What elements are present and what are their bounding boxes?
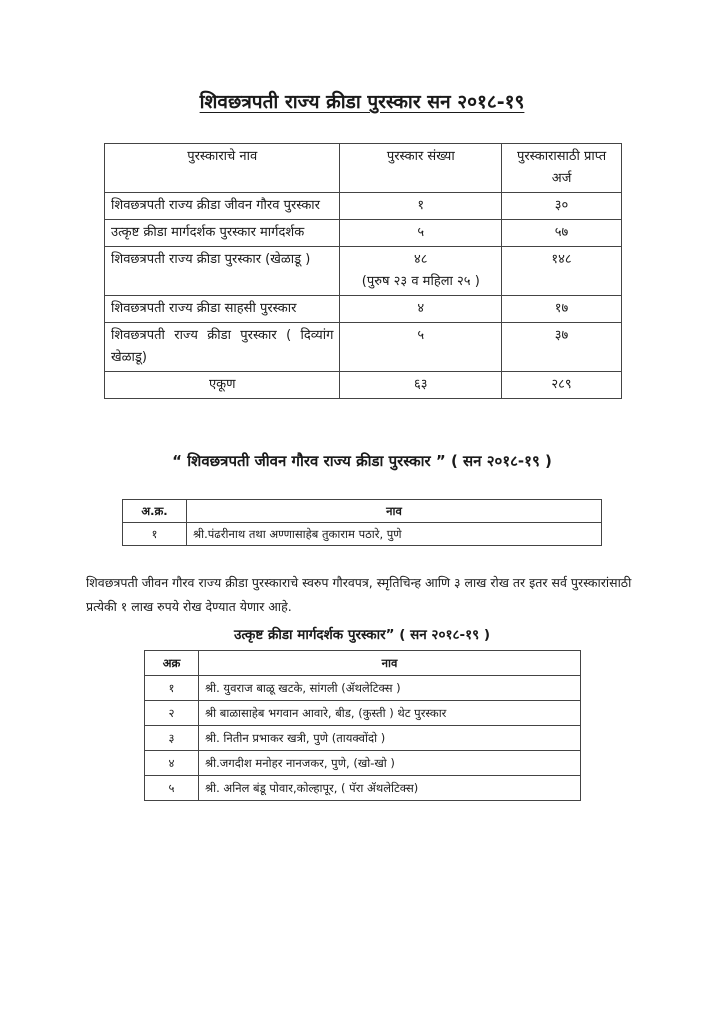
lifetime-award-heading: “ शिवछत्रपती जीवन गौरव राज्य क्रीडा पुरस्कार ” ( सन २०१८-१९ ) — [172, 452, 552, 470]
awardee-name: श्री.पंढरीनाथ तथा अण्णासाहेब तुकाराम पठारे, पुणे — [187, 523, 602, 546]
awardee-name: श्री. युवराज बाळू खटके, सांगली (ॲथलेटिक्स ) — [199, 676, 581, 701]
summary-table — [104, 143, 622, 399]
award-description-paragraph: शिवछत्रपती जीवन गौरव राज्य क्रीडा पुरस्काराचे स्वरुप गौरवपत्र, स्मृतिचिन्ह आणि ३ लाख रोख तर इतर सर्व पुरस्कारांसाठी प्रत्येकी १ लाख रुपये रोख देण्यात येणार आहे. — [86, 575, 632, 614]
header-name: नाव — [199, 651, 581, 676]
header-serial-no: अक्र — [145, 651, 199, 676]
awardee-name: श्री.जगदीश मनोहर नानजकर, पुणे, (खो-खो ) — [199, 751, 581, 776]
header-applications: पुरस्कारासाठी प्राप्त अर्ज — [502, 144, 622, 193]
award-count-note: (पुरुष २३ व महिला २५ ) — [361, 274, 480, 289]
serial-no: ४ — [145, 751, 199, 776]
table-row — [145, 726, 581, 751]
table-row — [105, 220, 622, 247]
awardee-name: श्री बाळासाहेब भगवान आवारे, बीड, (कुस्ती ) थेट पुरस्कार — [199, 701, 581, 726]
lifetime-table-header — [123, 500, 602, 523]
award-name: शिवछत्रपती राज्य क्रीडा जीवन गौरव पुरस्कार — [105, 193, 340, 220]
header-award-count: पुरस्कार संख्या — [340, 144, 502, 193]
table-row — [145, 676, 581, 701]
serial-no: १ — [123, 523, 187, 546]
total-count: ६३ — [340, 372, 502, 399]
award-count: ५ — [340, 323, 502, 372]
award-count: १ — [340, 193, 502, 220]
coach-award-heading: उत्कृष्ट क्रीडा मार्गदर्शक पुरस्कार” ( सन २०१८-१९ ) — [233, 627, 491, 643]
total-label: एकूण — [105, 372, 340, 399]
award-count-cell — [340, 247, 502, 296]
applications-count: ३७ — [502, 323, 622, 372]
total-applications: २८९ — [502, 372, 622, 399]
table-row — [105, 296, 622, 323]
applications-count: १४८ — [502, 247, 622, 296]
header-serial-no: अ.क्र. — [123, 500, 187, 523]
table-row — [145, 751, 581, 776]
header-award-name: पुरस्काराचे नाव — [105, 144, 340, 193]
table-row — [145, 701, 581, 726]
serial-no: ३ — [145, 726, 199, 751]
award-count: ४ — [340, 296, 502, 323]
awardee-name: श्री. नितीन प्रभाकर खत्री, पुणे (तायक्वोंदो ) — [199, 726, 581, 751]
award-count: ५ — [340, 220, 502, 247]
applications-count: ५७ — [502, 220, 622, 247]
table-row — [105, 247, 622, 296]
table-row — [145, 776, 581, 801]
award-name: उत्कृष्ट क्रीडा मार्गदर्शक पुरस्कार मार्गदर्शक — [105, 220, 340, 247]
serial-no: १ — [145, 676, 199, 701]
page-title: शिवछत्रपती राज्य क्रीडा पुरस्कार सन २०१८-१९ — [199, 91, 525, 113]
coach-table-header — [145, 651, 581, 676]
total-row — [105, 372, 622, 399]
summary-table-header — [105, 144, 622, 193]
table-row — [105, 193, 622, 220]
award-name: शिवछत्रपती राज्य क्रीडा साहसी पुरस्कार — [105, 296, 340, 323]
awardee-name: श्री. अनिल बंडू पोवार,कोल्हापूर, ( पॅरा ॲथलेटिक्स) — [199, 776, 581, 801]
applications-count: १७ — [502, 296, 622, 323]
serial-no: ५ — [145, 776, 199, 801]
header-name: नाव — [187, 500, 602, 523]
table-row — [123, 523, 602, 546]
serial-no: २ — [145, 701, 199, 726]
coach-award-table — [144, 650, 581, 801]
award-count: ४८ — [414, 252, 428, 267]
award-name: शिवछत्रपती राज्य क्रीडा पुरस्कार ( दिव्यांग खेळाडू) — [105, 323, 340, 372]
table-row — [105, 323, 622, 372]
applications-count: ३० — [502, 193, 622, 220]
lifetime-award-table — [122, 499, 602, 546]
award-name: शिवछत्रपती राज्य क्रीडा पुरस्कार (खेळाडू ) — [105, 247, 340, 296]
